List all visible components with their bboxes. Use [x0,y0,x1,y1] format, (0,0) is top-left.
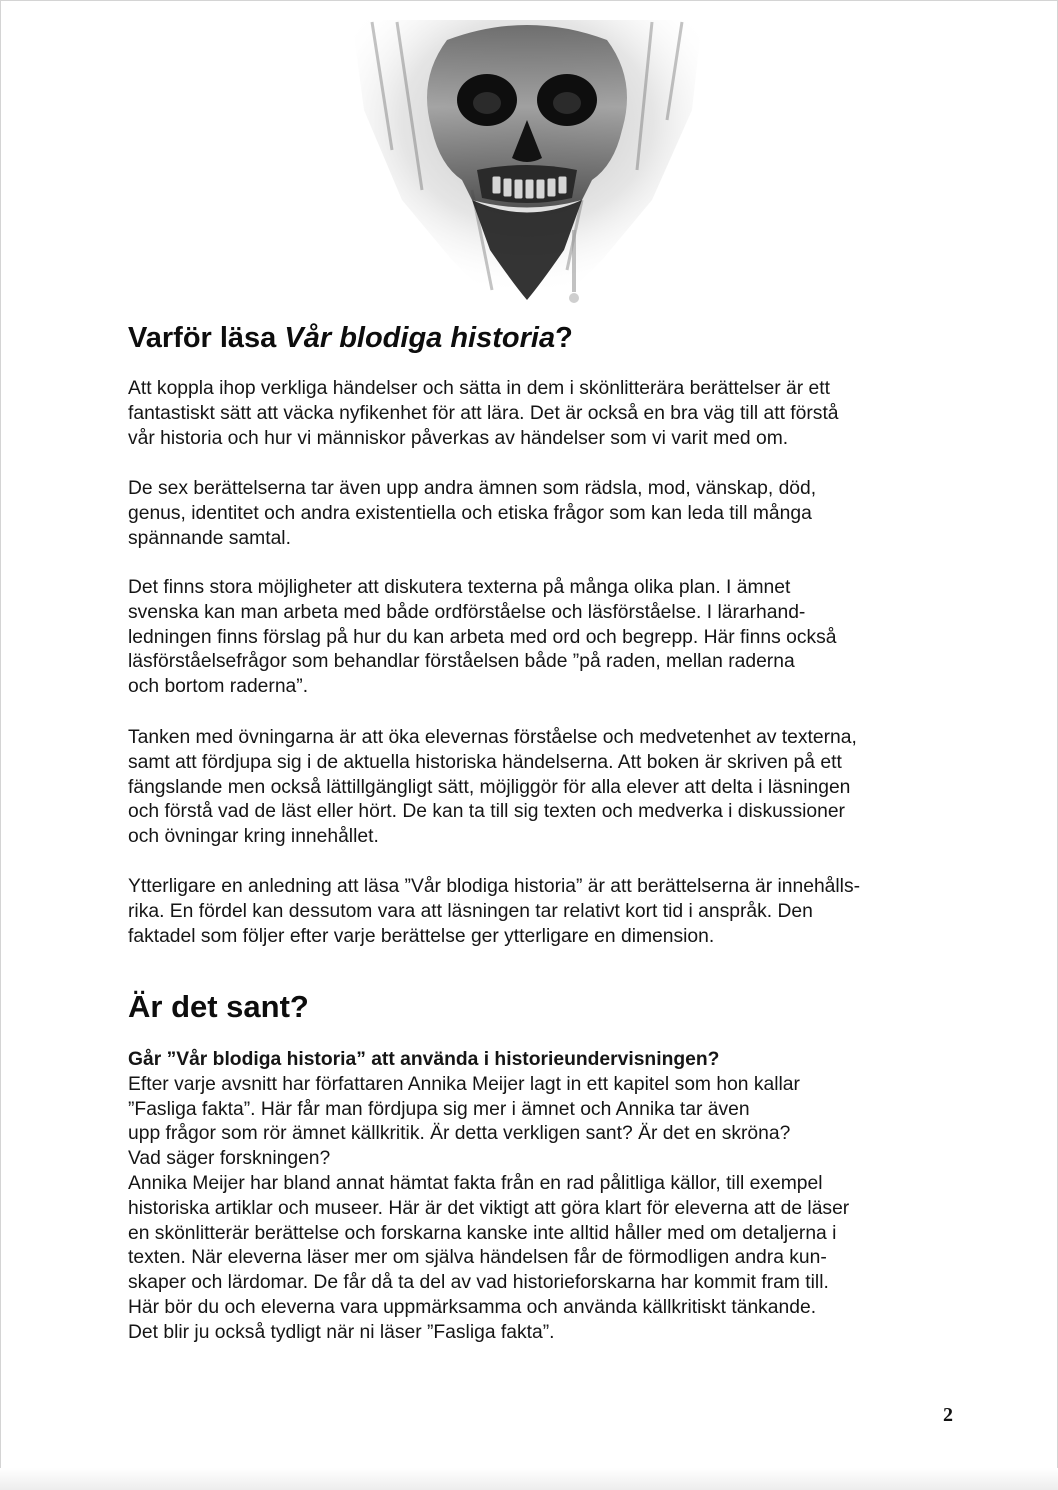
text-line: ”Fasliga fakta”. Här får man fördjupa sig mer i ämnet och Annika tar även [128,1098,750,1120]
heading-prefix: Varför läsa [128,322,285,354]
heading-suffix: ? [555,322,573,354]
text-line: historiska artiklar och museer. Här är det viktigt att göra klart för eleverna att de läser [128,1197,850,1219]
text-line: ledningen finns förslag på hur du kan arbeta med ord och begrepp. Här finns också [128,626,837,648]
page-bottom-edge [0,1468,1058,1490]
text-line: Tanken med övningarna är att öka elevernas förståelse och medvetenhet av texterna, [128,727,857,748]
paragraph-3 [128,576,837,700]
text-line: läsförståelsefrågor som behandlar förståelsen både ”på raden, mellan raderna [128,651,795,673]
text-line: Det finns stora möjligheter att diskutera texterna på många olika plan. I ämnet [128,577,791,598]
heading-why-read [128,318,573,358]
text-line: Ytterligare en anledning att läsa ”Vår blodiga historia” är att berättelserna är innehålls- [128,876,861,897]
text-line: faktadel som följer efter varje berättelse ger ytterligare en dimension. [128,925,715,947]
paragraph-1 [128,377,839,451]
paragraph-2 [128,477,816,551]
text-line: och bortom raderna”. [128,676,309,698]
text-line: Att koppla ihop verkliga händelser och sätta in dem i skönlitterära berättelser är ett [128,378,830,399]
heading-is-it-true: Är det sant? [128,989,309,1024]
text-line: rika. En fördel kan dessutom vara att läsningen tar relativt kort tid i anspråk. Den [128,900,813,922]
text-line: De sex berättelserna tar även upp andra ämnen som rädsla, mod, vänskap, död, [128,478,817,499]
text-line: skaper och lärdomar. De får då ta del av vad historieforskarna har kommit fram till. [128,1272,829,1294]
text-line: och övningar kring innehållet. [128,826,379,848]
text-line: vår historia och hur vi människor påverkas av händelser som vi varit med om. [128,427,789,449]
text-line: Vad säger forskningen? [128,1148,331,1170]
text-line: Annika Meijer har bland annat hämtat fakta från en rad pålitliga källor, till exempel [128,1172,823,1194]
book-title: Vår blodiga historia [284,322,556,354]
text-line: Här bör du och eleverna vara uppmärksamma och använda källkritiskt tänkande. [128,1296,817,1318]
text-line: Det blir ju också tydligt när ni läser ”Fasliga fakta”. [128,1321,555,1343]
text-line: texten. När eleverna läser mer om själva händelsen får de förmodligen andra kun- [128,1247,827,1269]
skull-illustration-icon [352,0,702,318]
text-line: en skönlitterär berättelse och forskarna kanske inte alltid håller med om detaljerna i [128,1222,837,1244]
text-line: svenska kan man arbeta med både ordförståelse och läsförståelse. I lärarhand- [128,601,806,623]
page-number: 2 [943,1404,953,1426]
text-line: Efter varje avsnitt har författaren Annika Meijer lagt in ett kapitel som hon kallar [128,1073,800,1095]
text-line: upp frågor som rör ämnet källkritik. Är detta verkligen sant? Är det en skröna? [128,1123,791,1145]
subheading: Går ”Vår blodiga historia” att använda i historieundervisningen? [128,1049,720,1070]
text-line: fängslande men också lättillgängligt sätt, möjliggör för alla elever att delta i läsningen [128,776,851,798]
text-line: samt att fördjupa sig i de aktuella historiska händelserna. Att boken är skriven på ett [128,751,842,773]
text-line: genus, identitet och andra existentiella och etiska frågor som kan leda till många [128,502,812,524]
paragraph-4 [128,726,857,850]
paragraph-6 [128,1048,849,1346]
text-line: och förstå vad de läst eller hört. De kan ta till sig texten och medverka i diskussioner [128,801,845,823]
text-line: spännande samtal. [128,527,291,549]
text-line: fantastiskt sätt att väcka nyfikenhet för att lära. Det är också en bra väg till att förstå [128,402,839,424]
paragraph-5 [128,875,860,949]
